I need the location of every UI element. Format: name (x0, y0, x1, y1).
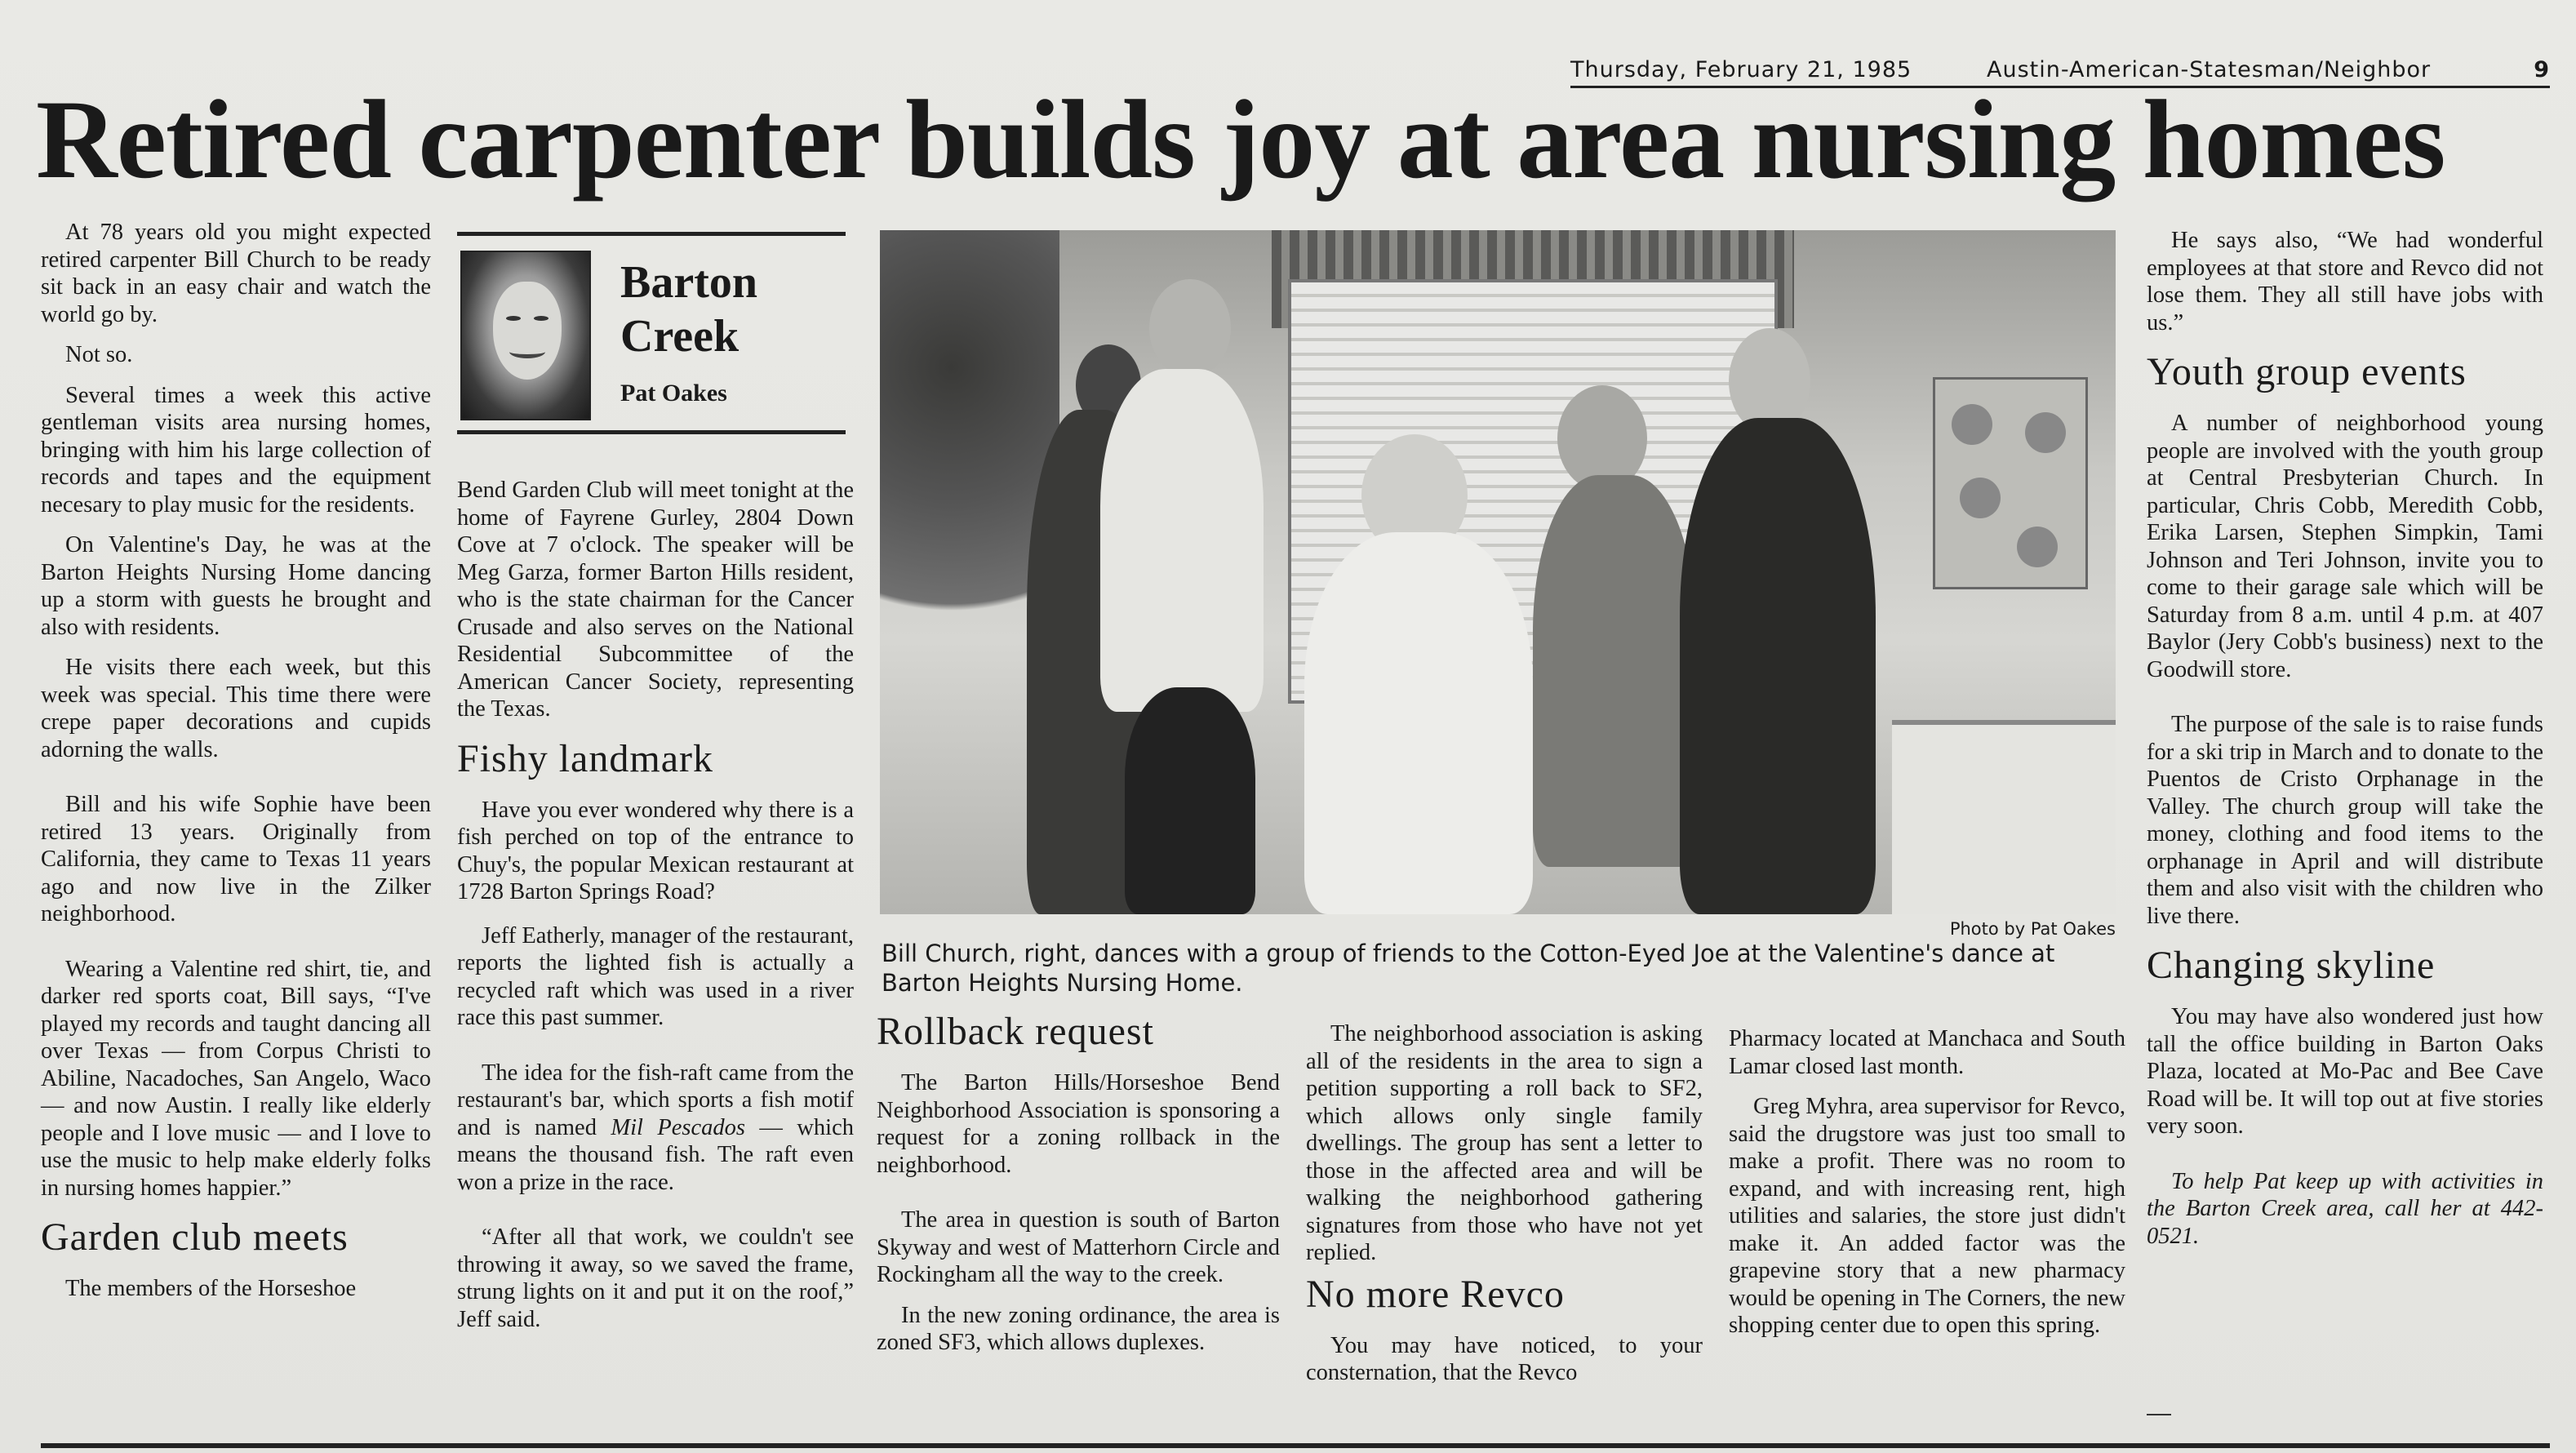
garden-paragraph: Bend Garden Club will meet tonight at the home of Fayrene Gurley, 2804 Down Cove at 7 o'clock. The speaker will be Meg Garza, former Barton Hills resident, who is the state chairman for the Cancer Crusade and also serves on the National Residential Subcommittee of the American Cancer Society, representing the Texas. (457, 478, 854, 722)
rollback-paragraph: The neighborhood association is asking all of the residents in the area to sign a petition supporting a roll back to SF2, which allows only single family dwellings. The group has sent a letter to those in the affected area and will be walking the neighborhood gathering signatures from those who have not yet replied. (1306, 1021, 1703, 1265)
contact-tip-text: To help Pat keep up with activities in the Barton Creek area, call her at 442-0521. (2147, 1168, 2543, 1249)
revco-paragraph: You may have noticed, to your consternation, that the Revco (1306, 1332, 1703, 1385)
story-paragraph: Bill and his wife Sophie have been retired 13 years. Originally from California, they came to Texas 11 years ago and now live in the Zilker neighborhood. (41, 792, 431, 926)
section-heading-revco: No more Revco (1306, 1272, 1565, 1316)
section-heading-youth: Youth group events (2147, 350, 2467, 393)
story-column-6 (2147, 227, 2543, 1263)
revco-paragraph: He says also, “We had wonderful employees at that store and Revco did not lose them. They all still have jobs with us.” (2147, 228, 2543, 335)
news-photo (880, 230, 2116, 914)
column-title (620, 255, 757, 363)
dancer-figure (1533, 475, 1696, 867)
valentine-poster (1933, 377, 2088, 589)
rollback-paragraph: In the new zoning ordinance, the area is zoned SF3, which allows duplexes. (877, 1302, 1280, 1355)
heart-shape (2017, 527, 2058, 567)
contact-tip (2147, 1168, 2543, 1251)
fishy-paragraph: Have you ever wondered why there is a fish perched on top of the entrance to Chuy's, the popular Mexican restaurant at 1728 Barton Springs Road? (457, 797, 854, 904)
dancer-figure (1680, 418, 1876, 914)
page-number: 9 (2534, 57, 2550, 82)
story-paragraph: Not so. (65, 342, 133, 367)
publication-name: Austin-American-Statesman/Neighbor (1987, 57, 2432, 82)
story-column-4 (1306, 1020, 1703, 1400)
column-title-line: Barton (620, 257, 757, 308)
dancer-figure (1125, 687, 1255, 914)
story-column-1 (41, 219, 431, 1316)
eye-shape (534, 316, 549, 321)
revco-paragraph: Pharmacy located at Manchaca and South Lamar closed last month. (1729, 1026, 2125, 1079)
heart-shape (1952, 404, 1992, 445)
youth-paragraph: The purpose of the sale is to raise funds for a ski trip in March and to donate to the Puentos de Cristo Orphanage in the Valley. The church group will take the money, clothing and food items to the orphanage in April and will distribute them and also visit with the children who live there. (2147, 712, 2543, 929)
rollback-paragraph: The Barton Hills/Horseshoe Bend Neighborhood Association is sponsoring a request for a zoning rollback in the neighborhood. (877, 1070, 1280, 1178)
story-column-3 (877, 1009, 1280, 1370)
story-paragraph: He visits there each week, but this week was special. This time there were crepe paper decorations and cupids adorning the walls. (41, 655, 431, 762)
heart-shape (1960, 478, 2001, 518)
smile-shape (509, 345, 545, 358)
section-heading-rollback: Rollback request (877, 1010, 1154, 1053)
garden-paragraph: The members of the Horseshoe (65, 1276, 357, 1301)
rollback-paragraph: The area in question is south of Barton Skyway and west of Matterhorn Circle and Rockingham all the way to the creek. (877, 1207, 1280, 1287)
bottom-rule (41, 1443, 2550, 1448)
section-heading-fishy: Fishy landmark (457, 736, 713, 780)
photo-credit: Photo by Pat Oakes (1949, 919, 2116, 939)
headline: Retired carpenter builds joy at area nursing homes (36, 77, 2445, 202)
photo-caption: Bill Church, right, dances with a group of friends to the Cotton-Eyed Joe at the Valentine's dance at Barton Heights Nursing Home. (882, 940, 2055, 997)
story-paragraph: Several times a week this active gentleman visits area nursing homes, bringing with him his large collection of records and tapes and the equipment necesary to play music for the residents. (41, 382, 431, 518)
dancer-head (1149, 279, 1231, 377)
fishy-paragraph: Jeff Eatherly, manager of the restaurant, reports the lighted fish is actually a recycled raft which was used in a river race this past summer. (457, 922, 854, 1030)
story-column-2 (457, 477, 854, 1346)
story-paragraph: On Valentine's Day, he was at the Barton Heights Nursing Home dancing up a storm with guests he brought and also with residents. (41, 532, 431, 640)
face-shape (493, 282, 562, 380)
revco-paragraph: Greg Myhra, area supervisor for Revco, said the drugstore was just too small to make a profit. There was no room to expand, and with increasing rent, high utilities and salaries, the store just didn't make it. An added factor was the grapevine story that a new pharmacy would be opening in The Corners, the new shopping center due to open this spring. (1729, 1094, 2125, 1338)
fishy-paragraph (457, 1060, 854, 1197)
fishy-italic-text: Mil Pescados (611, 1114, 746, 1140)
skyline-paragraph: You may have also wondered just how tall the office building in Barton Oaks Plaza, located at Mo-Pac and Bee Cave Road will be. It will top out at five stories very soon. (2147, 1004, 2543, 1139)
heart-shape (2025, 412, 2066, 453)
issue-date: Thursday, February 21, 1985 (1570, 57, 1912, 82)
story-paragraph: At 78 years old you might expected retired carpenter Bill Church to be ready sit back in an easy chair and watch the world go by. (41, 220, 431, 327)
dancer-figure (1100, 369, 1264, 712)
section-heading-skyline: Changing skyline (2147, 944, 2436, 987)
column-header (457, 232, 846, 434)
section-heading-garden: Garden club meets (41, 1215, 349, 1259)
fishy-text: The idea for the fish-raft came from the restaurant's bar, which sports a fish motif and is named (457, 1060, 854, 1140)
youth-paragraph: A number of neighborhood young people are involved with the youth group at Central Presbyterian Church. In particular, Chris Cobb, Meredith Cobb, Erika Larsen, Stephen Simpkin, Tami Johnson and Teri Johnson, invite you to come to their garage sale which will be Saturday from 8 a.m. until 4 p.m. at 407 Baylor (Jery Cobb's business) next to the Goodwill store. (2147, 411, 2543, 682)
columnist-photo (460, 251, 591, 420)
table-shape (1892, 720, 2116, 914)
column-title-line: Creek (620, 311, 739, 362)
column-author: Pat Oakes (620, 380, 727, 407)
dancer-figure (1304, 532, 1533, 914)
divider (2147, 1414, 2171, 1415)
story-column-5 (1729, 1025, 2125, 1353)
story-paragraph: Wearing a Valentine red shirt, tie, and darker red sports coat, Bill says, “I've played my records and taught dancing all over Texas — from Corpus Christi to Abiline, Nacadoches, San Angelo, Waco — and now Austin. I really like elderly people and I love music — and I love to use the music to help make elderly folks in nursing homes happier.” (41, 956, 431, 1201)
eye-shape (506, 316, 521, 321)
fishy-text: — which means the thousand fish. The raft even won a prize in the race. (457, 1114, 854, 1195)
fishy-paragraph: “After all that work, we couldn't see throwing it away, so we saved the frame, strung lights on it and put it on the roof,” Jeff said. (457, 1224, 854, 1332)
